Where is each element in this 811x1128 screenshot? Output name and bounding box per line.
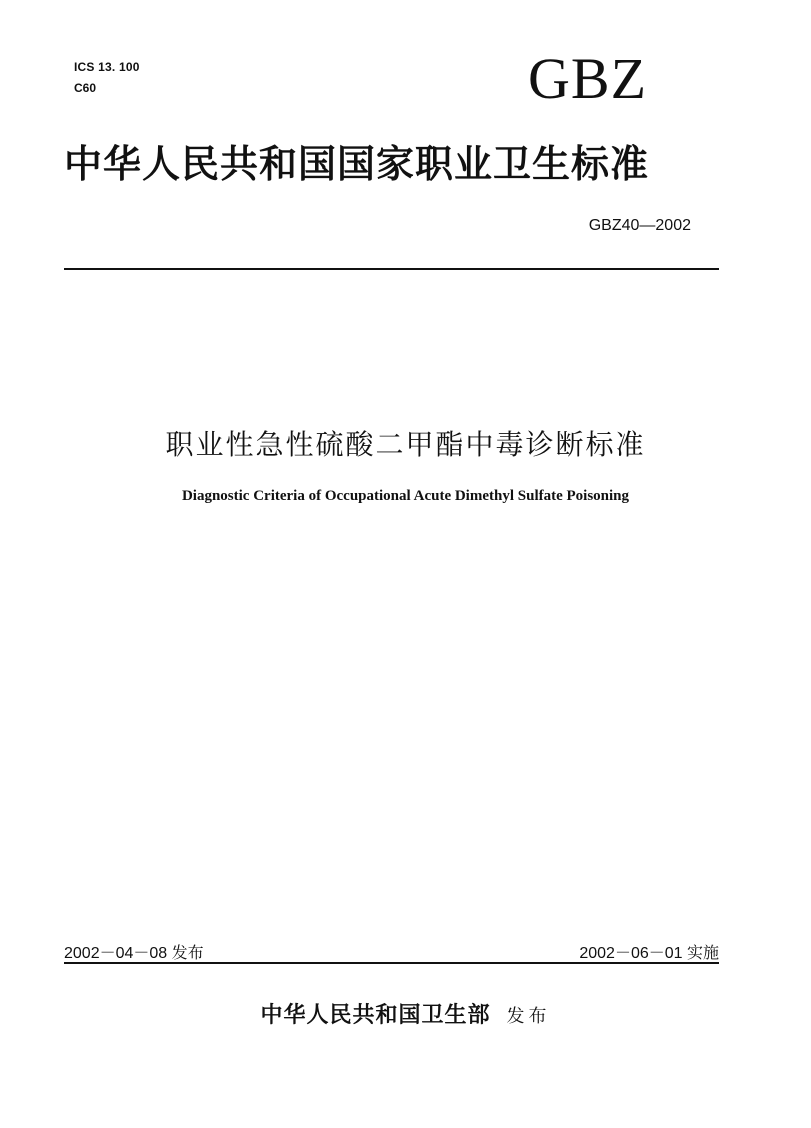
issue-date: 2002－04－08 发布 (64, 945, 204, 962)
publisher-suffix: 发布 (506, 1006, 551, 1027)
publisher-line (0, 998, 811, 1029)
bottom-divider (64, 962, 719, 964)
gbz-logo: GBZ (528, 46, 647, 111)
implement-date: 2002－06－01 实施 (579, 945, 719, 962)
publisher-name: 中华人民共和国卫生部 (260, 1003, 491, 1028)
standard-code: GBZ40—2002 (588, 217, 691, 234)
issuer-title: 中华人民共和国国家职业卫生标准 (64, 142, 650, 186)
standard-title-cn: 职业性急性硫酸二甲酯中毒诊断标准 (165, 428, 646, 461)
ccs-code: C60 (74, 81, 97, 95)
ics-code: ICS 13. 100 (74, 60, 140, 74)
standard-title-en: Diagnostic Criteria of Occupational Acute Dimethyl Sulfate Poisoning (181, 488, 630, 504)
top-divider (64, 268, 719, 270)
